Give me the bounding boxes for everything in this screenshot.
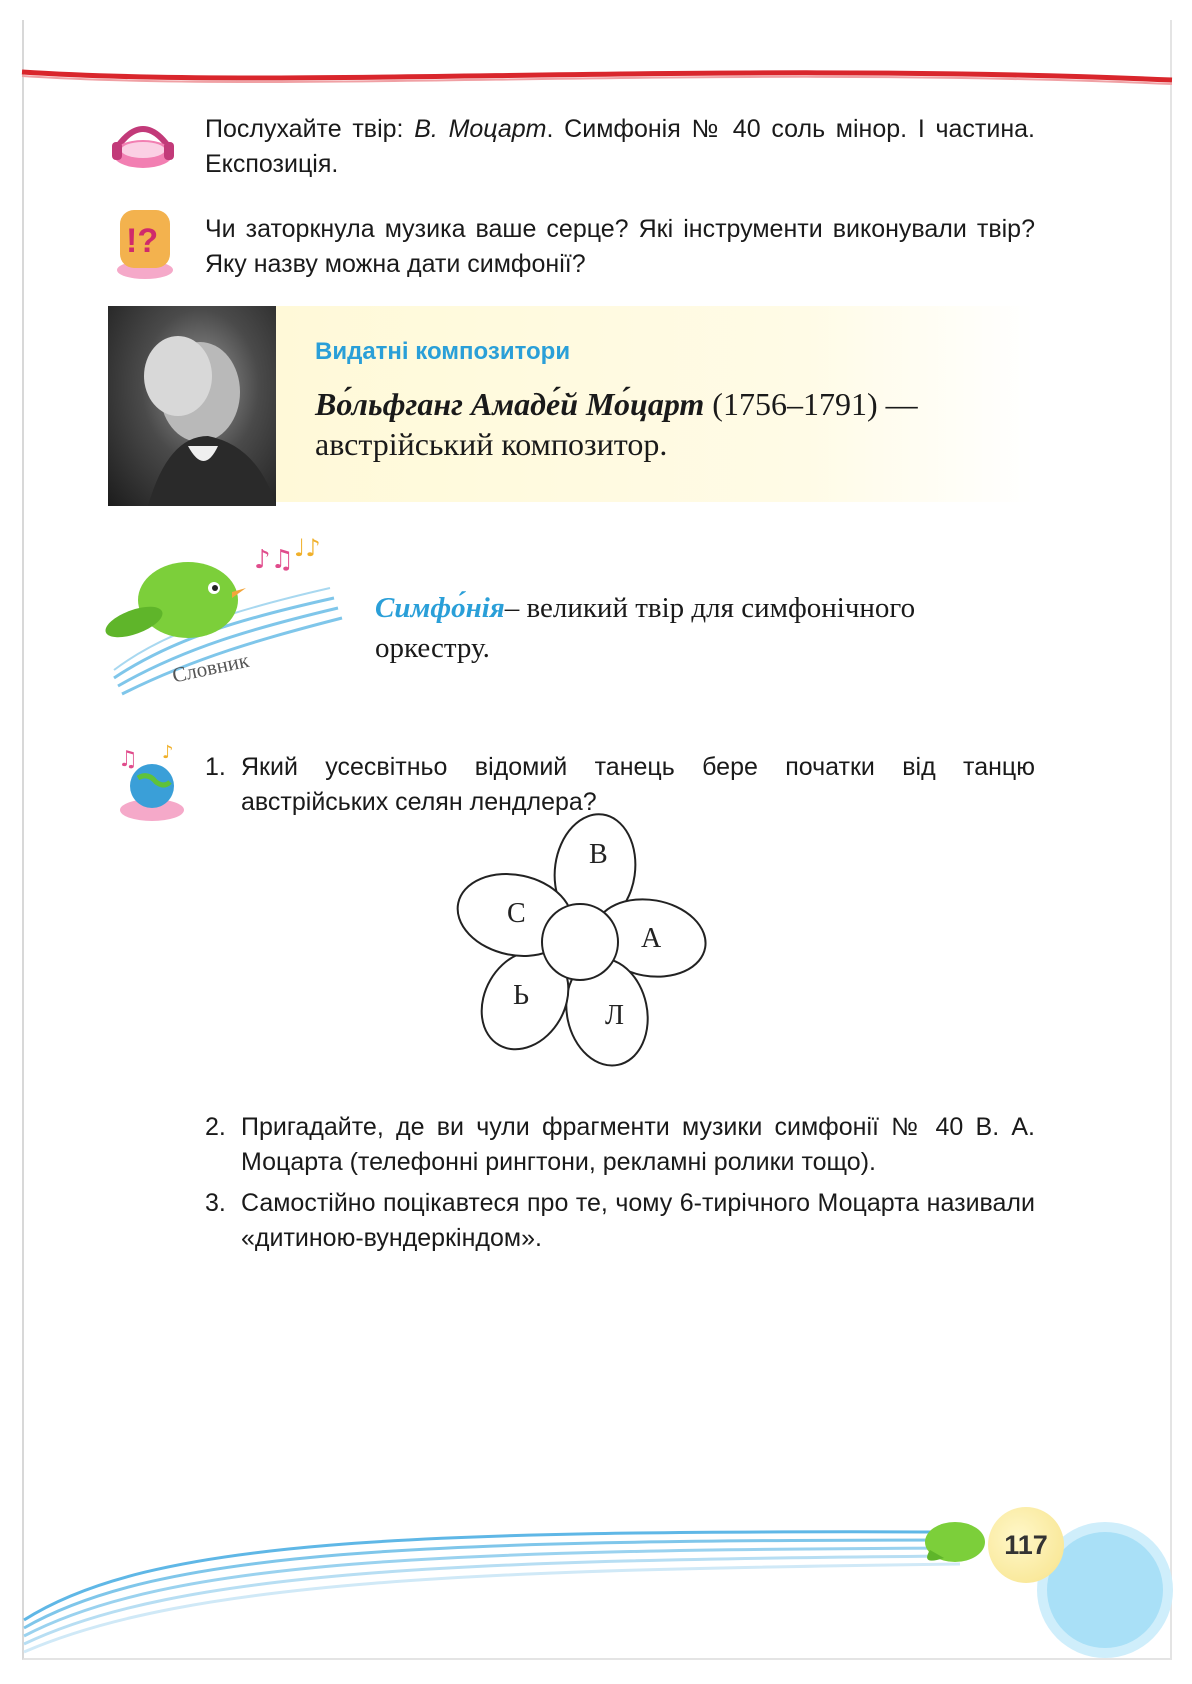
- mozart-portrait: [108, 306, 276, 506]
- svg-text:♪: ♪: [162, 742, 174, 763]
- question-number: 2.: [205, 1113, 226, 1141]
- petal-letter-5: С: [507, 898, 526, 929]
- listen-rest: . Симфонія № 40 соль мінор. І частина. Експозиція.: [205, 115, 1036, 178]
- discuss-task: Чи заторкнула музика ваше серце? Які інструменти виконували твір? Яку назву можна дати симфонії?: [205, 215, 1035, 278]
- question-exclamation-icon: [112, 206, 178, 282]
- petal-letter-4: Ь: [513, 980, 530, 1011]
- globe-music-icon: [112, 738, 192, 826]
- svg-text:!?: !?: [126, 222, 159, 260]
- question-3: [205, 1186, 1035, 1256]
- petal-letter-3: Л: [605, 1000, 624, 1031]
- headphones-icon: [108, 112, 178, 174]
- listen-task: [205, 112, 1035, 182]
- composer-rubric: Видатні композитори: [315, 338, 571, 365]
- composer-dates: (1756–1791) — австрійський композитор.: [315, 386, 918, 462]
- dictionary-entry: [375, 588, 1030, 668]
- dictionary-definition: – великий твір для симфонічного оркестру.: [375, 592, 916, 664]
- question-text: Який усесвітньо відомий танець бере початки від танцю австрійських селян лендлера?: [241, 753, 1035, 816]
- question-number: 1.: [205, 753, 226, 781]
- petal-letter-2: А: [641, 923, 662, 954]
- svg-text:♫: ♫: [118, 747, 138, 772]
- question-text: Самостійно поцікавтеся про те, чому 6-тирічного Моцарта називали «дитиною-вундеркіндом».: [241, 1189, 1035, 1252]
- header-red-line: [0, 40, 1192, 100]
- svg-text:♪♫: ♪♫: [254, 545, 294, 575]
- petal-letter-1: В: [589, 839, 608, 870]
- listen-prefix: Послухайте твір:: [205, 115, 415, 143]
- letter-flower: [445, 810, 725, 1070]
- question-number: 3.: [205, 1189, 226, 1217]
- dictionary-term: Симфо́нія: [375, 592, 505, 624]
- question-text: Пригадайте, де ви чули фрагменти музики симфонії № 40 В. А. Моцарта (телефонні рингтони, рекламні ролики тощо).: [241, 1113, 1035, 1176]
- questions-2-3: [205, 1110, 1035, 1256]
- composer-name: Во́льфганг Амаде́й Мо́царт: [315, 386, 705, 422]
- composer-description: [315, 384, 1020, 464]
- listen-composer: В. Моцарт: [414, 115, 547, 143]
- question-2: [205, 1110, 1035, 1180]
- dictionary-label: Словник: [170, 647, 251, 688]
- svg-text:♩♪: ♩♪: [294, 534, 321, 562]
- flower-center: [542, 904, 618, 980]
- page-number: 117: [988, 1507, 1064, 1583]
